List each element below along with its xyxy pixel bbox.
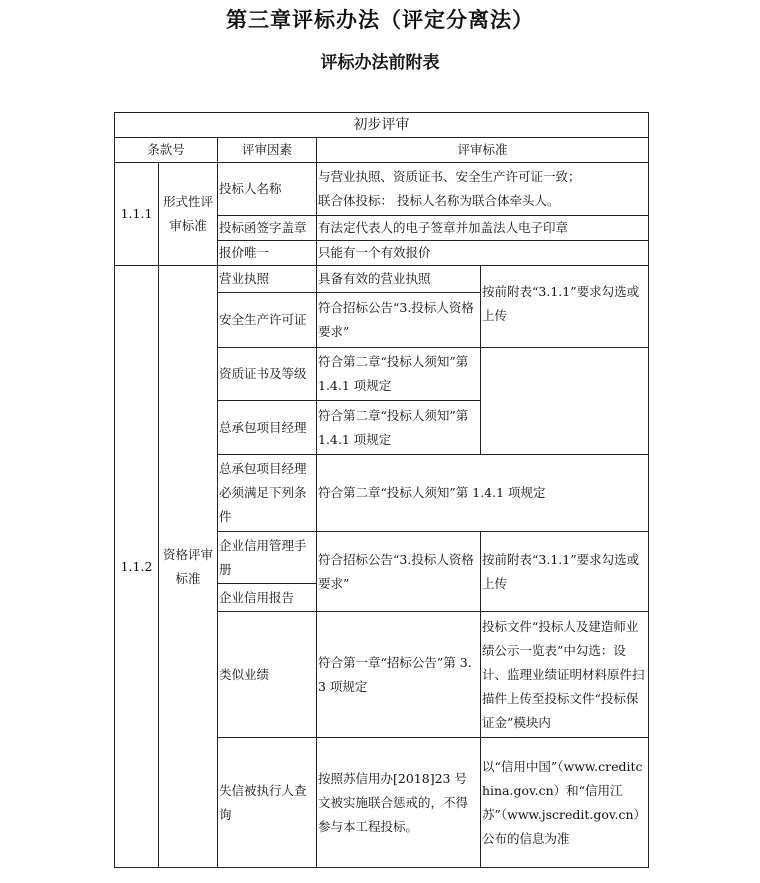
standard-cell: 符合第二章“投标人须知”第 1.4.1 项规定 (317, 401, 481, 455)
factor-cell: 营业执照 (218, 266, 317, 293)
standard-cell: 符合招标公告“3.投标人资格要求” (317, 293, 481, 348)
section-header: 初步评审 (115, 113, 649, 138)
factor-cell: 安全生产许可证 (218, 293, 317, 348)
factor-cell: 总承包项目经理 (218, 401, 317, 455)
standard-cell: 按照苏信用办[2018]23 号文被实施联合惩戒的，不得参与本工程投标。 (317, 738, 481, 868)
col-header-factor: 评审因素 (218, 138, 317, 163)
factor-cell: 类似业绩 (218, 612, 317, 738)
method-cell: 投标文件“投标人及建造师业绩公示一览表”中勾选：设计、监理业绩证明材料原件扫描件上传至投标文件“投标保证金”模块内 (481, 612, 649, 738)
standard-cell: 具备有效的营业执照 (317, 266, 481, 293)
method-cell-empty (481, 348, 649, 455)
chapter-title: 第三章评标办法（评定分离法） (226, 8, 534, 32)
factor-cell: 企业信用管理手册 (218, 532, 317, 584)
standard-cell: 符合第二章“投标人须知”第 1.4.1 项规定 (317, 348, 481, 401)
method-cell: 按前附表“3.1.1”要求勾选或上传 (481, 532, 649, 612)
clause-number: 1.1.2 (115, 266, 159, 868)
clause-label: 形式性评审标准 (159, 163, 218, 266)
standard-cell: 只能有一个有效报价 (317, 241, 649, 266)
col-header-standard: 评审标准 (317, 138, 649, 163)
factor-cell: 总承包项目经理必须满足下列条件 (218, 455, 317, 532)
evaluation-table (114, 112, 649, 868)
standard-cell: 符合招标公告“3.投标人资格要求” (317, 532, 481, 612)
factor-cell: 报价唯一 (218, 241, 317, 266)
standard-cell: 有法定代表人的电子签章并加盖法人电子印章 (317, 216, 649, 241)
standard-cell: 符合第一章“招标公告”第 3.3 项规定 (317, 612, 481, 738)
factor-cell: 企业信用报告 (218, 584, 317, 612)
factor-cell: 失信被执行人查询 (218, 738, 317, 868)
standard-line: 联合体投标： 投标人名称为联合体牵头人。 (318, 193, 560, 208)
factor-cell: 资质证书及等级 (218, 348, 317, 401)
method-cell: 按前附表“3.1.1”要求勾选或上传 (481, 266, 649, 348)
factor-cell: 投标函签字盖章 (218, 216, 317, 241)
standard-cell (317, 163, 649, 216)
col-header-clause: 条款号 (115, 138, 218, 163)
clause-number: 1.1.1 (115, 163, 159, 266)
table-title: 评标办法前附表 (320, 53, 440, 73)
standard-line: 与营业执照、资质证书、安全生产许可证一致； (318, 169, 581, 184)
clause-label: 资格评审标准 (159, 266, 218, 868)
factor-cell: 投标人名称 (218, 163, 317, 216)
method-cell: 以“信用中国”（www.creditchina.gov.cn）和“信用江苏”（www.jscredit.gov.cn）公布的信息为准 (481, 738, 649, 868)
standard-cell: 符合第二章“投标人须知”第 1.4.1 项规定 (317, 455, 649, 532)
